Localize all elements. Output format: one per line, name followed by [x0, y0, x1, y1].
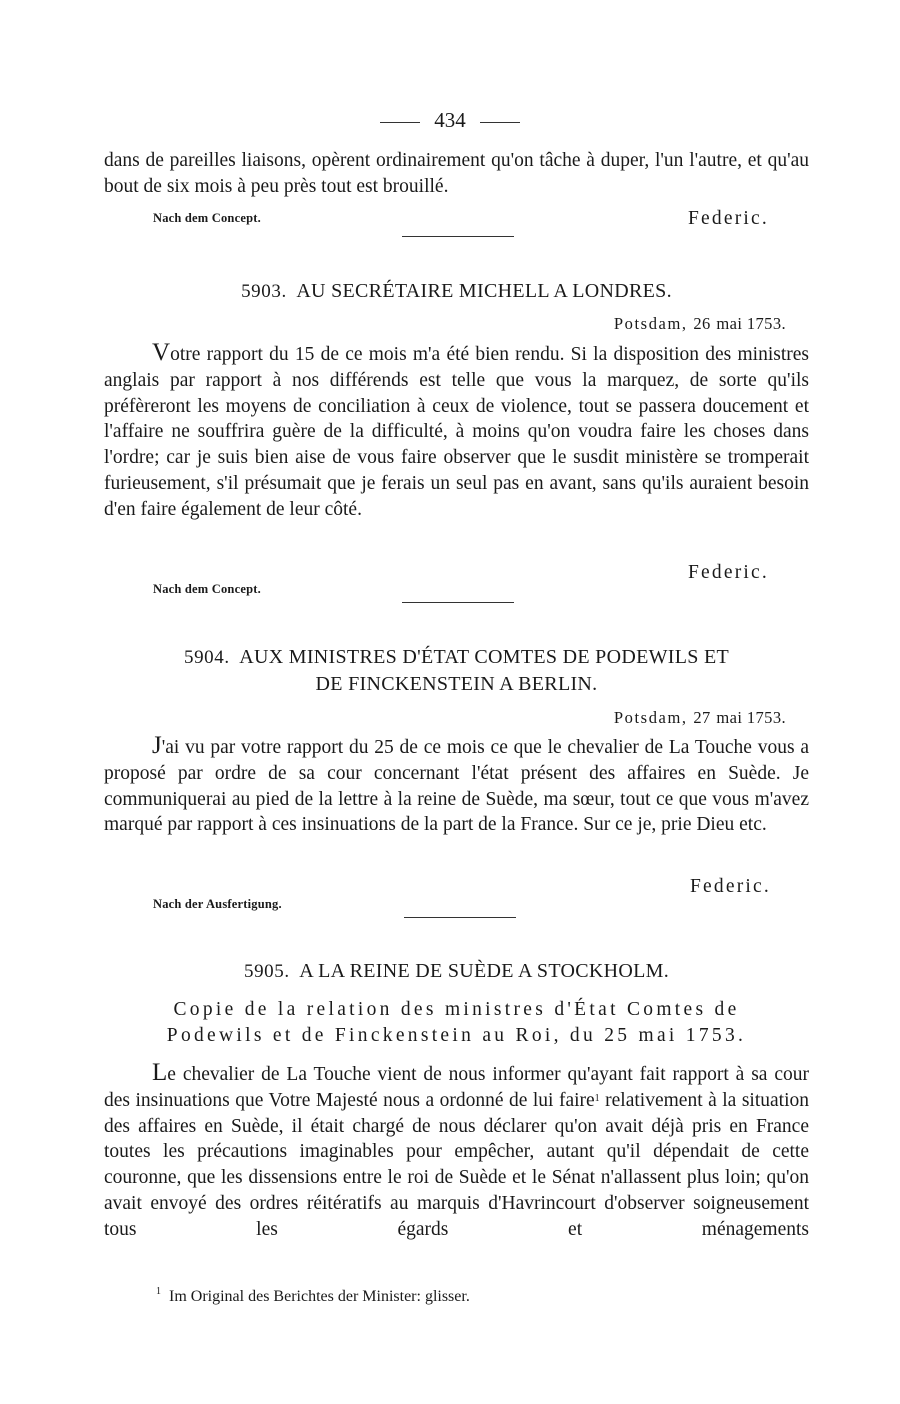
letter-5904-body — [104, 733, 809, 838]
letter-5904-day: 27 — [693, 708, 711, 727]
letter-5903-source: Nach dem Concept. — [153, 582, 261, 596]
intro-text: dans de pareilles liaisons, opèrent ordinairement qu'on tâche à duper, l'un l'autre, et qu'au bout de six mois à peu près tout est brouillé. — [104, 150, 809, 197]
letter-5904-initial: J — [152, 732, 162, 759]
separator-rule-1 — [402, 236, 514, 237]
letter-5903-initial: V — [152, 339, 171, 366]
letter-5904-date — [614, 708, 786, 728]
header-dash-left — [380, 122, 420, 123]
letter-5905-initial: L — [152, 1059, 168, 1086]
letter-5905-copie-line2: Podewils et de Finckenstein au Roi, du 25 mai 1753. — [166, 1025, 747, 1046]
letter-5903-heading — [104, 278, 809, 305]
letter-5904-body-text: 'ai vu par votre rapport du 25 de ce mois ce que le chevalier de La Touche vous a proposé par ordre de sa cour concernant l'état présent des affaires en Suède. Je communiquerai au pied de la lettre à la reine de Suède, ma sœur, tout ce que vous m'avez marqué par rapport à ces insinuations de la part de la France. Sur ce je, prie Dieu etc. — [104, 737, 809, 836]
letter-5905-body-block — [104, 1060, 809, 1268]
letter-5903-body-block — [104, 340, 809, 523]
intro-block — [104, 148, 809, 200]
page-header — [0, 104, 900, 136]
letter-5905-copie-line1: Copie de la relation des ministres d'État Comtes de — [173, 999, 740, 1020]
footnote-marker: 1 — [156, 1286, 161, 1297]
letter-5903-number: 5903. — [241, 281, 287, 302]
letter-5903-date — [614, 314, 786, 334]
separator-rule-3 — [404, 917, 516, 918]
page-number: 434 — [434, 108, 466, 132]
letter-5904-number: 5904. — [183, 647, 230, 668]
letter-5905-copie-heading — [104, 997, 809, 1049]
letter-5903-signature: Federic. — [688, 562, 769, 583]
letter-5904-title-line1: AUX MINISTRES D'ÉTAT COMTES DE PODEWILS ET — [239, 646, 730, 668]
letter-5904-source: Nach der Ausfertigung. — [153, 897, 282, 911]
letter-5903-month-year: mai 1753. — [716, 314, 786, 333]
footnote-text: Im Original des Berichtes der Minister: glisser. — [169, 1288, 470, 1305]
letter-5904-title-line2: DE FINCKENSTEIN A BERLIN. — [315, 673, 598, 695]
letter-5904-month-year: mai 1753. — [716, 708, 786, 727]
separator-rule-2 — [402, 602, 514, 603]
letter-5905-heading — [104, 958, 809, 985]
letter-5903-place: Potsdam, — [613, 314, 688, 333]
letter-5903-day: 26 — [693, 314, 711, 333]
letter-5903-body — [104, 340, 809, 523]
letter-5905-number: 5905. — [243, 961, 290, 982]
letter-5903-body-text: otre rapport du 15 de ce mois m'a été bien rendu. Si la disposition des ministres anglais par rapport à nos différends est telle que vous la marquez, de sorte qu'ils préfèreront les moyens de conciliation à ceux de violence, tout se passera doucement et l'affaire ne souffrira guère de la difficulté, à moins qu'on voudra faire les choses dans l'ordre; car je suis bien aise de vous faire observer que le susdit ministère se tromperait furieusement, s'il présumait que je ferais un seul pas en avant, sans qu'ils auraient besoin d'en faire également de leur côté. — [104, 344, 809, 520]
letter-5903-title: AU SECRÉTAIRE MICHELL A LONDRES. — [296, 280, 672, 302]
header-dash-right — [480, 122, 520, 123]
intro-source: Nach dem Concept. — [153, 211, 261, 225]
footnote — [156, 1288, 470, 1306]
letter-5904-body-block — [104, 733, 809, 838]
letter-5904-place: Potsdam, — [613, 708, 688, 727]
letter-5905-body — [104, 1060, 809, 1268]
letter-5905-body-part1: e chevalier de La Touche vient de nous informer qu'ayant fait rapport à sa cour des insinuations que Votre Majesté nous a ordonné de lui faire — [104, 1064, 809, 1111]
footnote-reference: 1 — [594, 1092, 600, 1104]
letter-5904-signature: Federic. — [690, 876, 771, 897]
letter-5904-heading — [104, 644, 809, 698]
intro-signature: Federic. — [688, 208, 769, 229]
letter-5905-body-part2: relativement à la situation des affaires en Suède, il était chargé de nous déclarer qu'on avait déjà pris en France toutes les précautions imaginables pour empêcher, autant qu'il dépendait de cette couronne, que les dissensions entre le roi de Suède et le Sénat n'allassent plus loin; qu'on avait envoyé des ordres réitératifs au marquis d'Havrincourt d'observer soigneusement tous les égards et ménagements — [104, 1089, 809, 1240]
letter-5905-title: A LA REINE DE SUÈDE A STOCKHOLM. — [299, 960, 670, 982]
